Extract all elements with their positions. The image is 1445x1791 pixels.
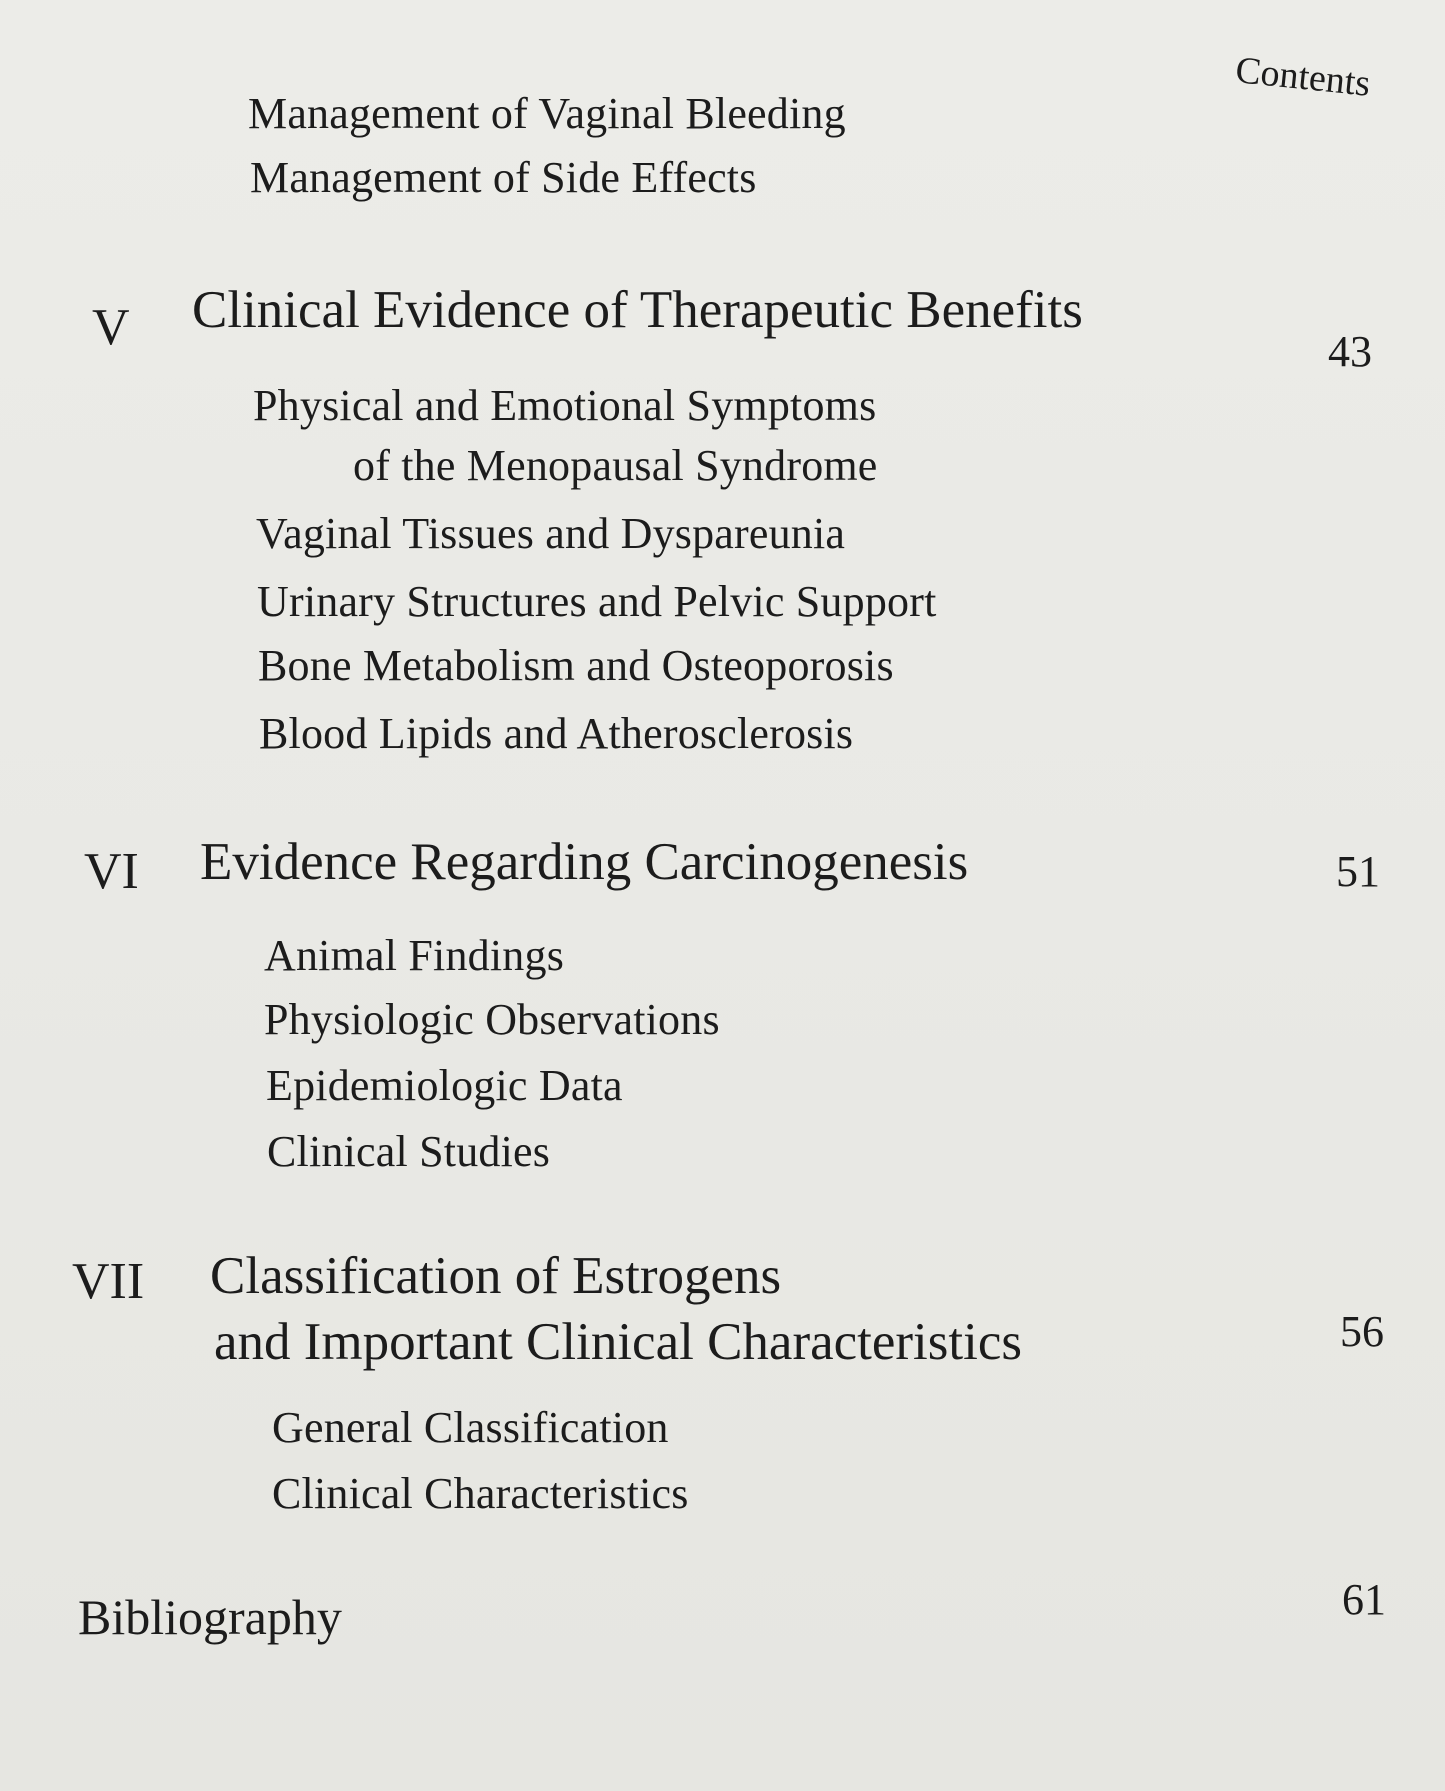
chapter-page-number: 56 (1340, 1307, 1384, 1356)
chapter-numeral: V (92, 299, 130, 356)
toc-subentry: Blood Lipids and Atherosclerosis (259, 709, 854, 758)
toc-subentry: Management of Vaginal Bleeding (248, 89, 846, 138)
toc-subentry: of the Menopausal Syndrome (353, 441, 878, 490)
chapter-title: Clinical Evidence of Therapeutic Benefits (192, 281, 1083, 339)
toc-subentry: Bone Metabolism and Osteoporosis (258, 641, 894, 690)
chapter-title: Classification of Estrogens (210, 1247, 782, 1305)
chapter-numeral: VII (72, 1253, 145, 1310)
toc-subentry: Vaginal Tissues and Dyspareunia (256, 509, 846, 558)
toc-subentry: Management of Side Effects (250, 153, 757, 202)
toc-subentry: Clinical Studies (267, 1127, 551, 1176)
toc-subentry: Urinary Structures and Pelvic Support (257, 577, 937, 626)
chapter-title-continued: and Important Clinical Characteristics (214, 1313, 1022, 1371)
toc-subentry: Epidemiologic Data (266, 1061, 623, 1110)
chapter-page-number: 43 (1328, 327, 1372, 376)
bibliography-page-number: 61 (1342, 1575, 1386, 1624)
bibliography-entry: Bibliography (78, 1589, 342, 1645)
running-head: Contents (1233, 48, 1373, 105)
chapter-page-number: 51 (1336, 847, 1380, 896)
chapter-numeral: VI (84, 843, 139, 900)
toc-subentry: General Classification (272, 1403, 669, 1452)
toc-subentry: Clinical Characteristics (272, 1469, 689, 1518)
toc-subentry: Animal Findings (264, 931, 565, 980)
chapter-title: Evidence Regarding Carcinogenesis (200, 833, 969, 891)
toc-subentry: Physiologic Observations (264, 995, 720, 1044)
toc-subentry: Physical and Emotional Symptoms (253, 381, 877, 430)
